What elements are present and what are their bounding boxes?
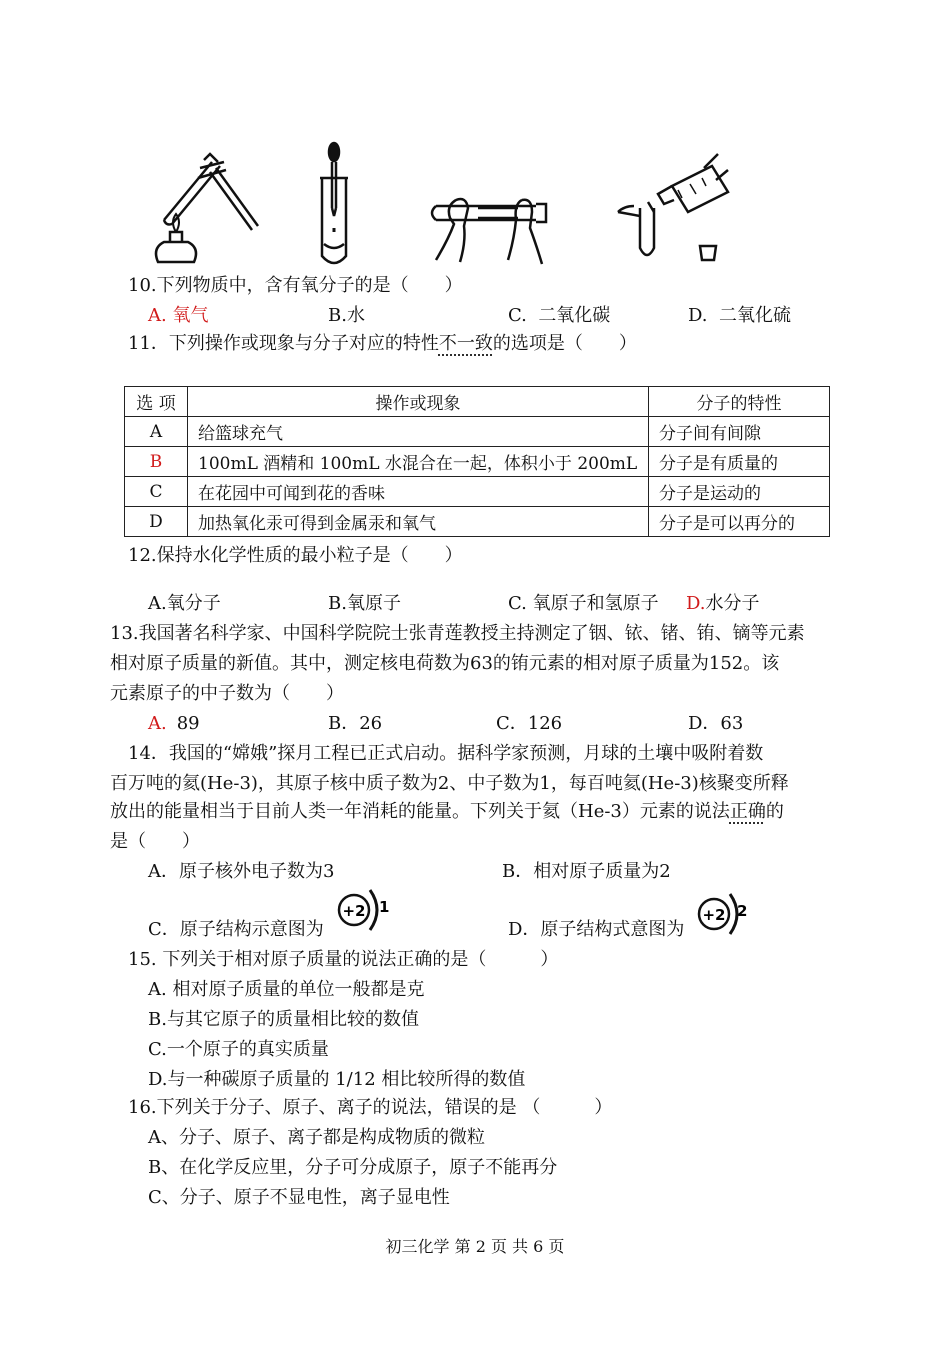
q14-line-3-end: 的 [765, 801, 784, 822]
q13-option-b[interactable]: B．26 [328, 713, 383, 734]
q10-option-c-label: C. [508, 305, 527, 326]
q12-option-d-text: 水分子 [705, 593, 760, 614]
q11-stem [128, 332, 637, 356]
q15-stem: 15. 下列关于相对原子质量的说法正确的是（ ） [128, 949, 559, 970]
q11-table-header [125, 387, 830, 417]
q12-option-d[interactable] [686, 592, 760, 616]
q11-row-option-answer: B [125, 447, 188, 477]
q16-option-b[interactable]: B、在化学反应里，分子可分成原子，原子不能再分 [148, 1157, 558, 1178]
q10-option-d[interactable] [688, 304, 791, 328]
q11-row-property: 分子是可以再分的 [649, 507, 830, 537]
page-footer: 初三化学 第 2 页 共 6 页 [385, 1237, 565, 1256]
q11-stem-text: 11．下列操作或现象与分子对应的特性 [128, 333, 439, 354]
q14-line-3-text: 放出的能量相当于目前人类一年消耗的能量。下列关于氦（He-3）元素的说法 [110, 801, 730, 822]
q13-line-1: 13.我国著名科学家、中国科学院院士张青莲教授主持测定了铟、铱、锗、铕、镝等元素 [110, 623, 805, 644]
q10-option-a[interactable] [148, 304, 208, 328]
q12-option-a[interactable]: A.氧分子 [148, 593, 221, 614]
atom-d-nucleus: +2 [702, 906, 726, 924]
q11-row-option: C [125, 477, 188, 507]
q12-option-c[interactable]: C. 氧原子和氢原子 [508, 593, 659, 614]
q14-line-2: 百万吨的氦(He-3)，其原子核中质子数为2、中子数为1，每百吨氦(He-3)核聚变所释 [110, 773, 789, 794]
q11-row-operation: 在花园中可闻到花的香味 [188, 477, 649, 507]
q10-option-d-label: D. [688, 305, 708, 326]
q10-option-b-text: 水 [346, 305, 365, 326]
q15-option-d[interactable]: D.与一种碳原子质量的 1/12 相比较所得的数值 [148, 1069, 526, 1090]
q13-option-a-text: 89 [176, 713, 200, 734]
q14-option-c[interactable]: C．原子结构示意图为 [148, 919, 324, 940]
q13-line-2: 相对原子质量的新值。其中，测定核电荷数为63的铕元素的相对原子质量为152。该 [110, 653, 780, 674]
q11-row-property: 分子是有质量的 [649, 447, 830, 477]
q13-option-a-label: A. [148, 713, 167, 734]
q10-option-a-text: 氧气 [172, 305, 209, 326]
q11-row-option: D [125, 507, 188, 537]
q15-option-a[interactable]: A. 相对原子质量的单位一般都是克 [148, 979, 425, 1000]
q10-option-a-label: A. [148, 305, 167, 326]
q14-line-4: 是（ ） [110, 831, 200, 852]
q12-option-b[interactable]: B.氧原子 [328, 593, 401, 614]
q11-row-operation: 加热氧化汞可得到金属汞和氧气 [188, 507, 649, 537]
q10-option-c-text: 二氧化碳 [538, 305, 611, 326]
hands-holding-tube-illustration [426, 186, 556, 268]
q10-option-b-label: B. [328, 305, 347, 326]
q12-option-d-label: D. [686, 593, 706, 614]
q15-option-c[interactable]: C.一个原子的真实质量 [148, 1039, 329, 1060]
q11-emphasis: 不一致 [438, 333, 493, 354]
q11-row-operation: 给篮球充气 [188, 417, 649, 447]
q11-row-option: A [125, 417, 188, 447]
q14-line-3 [110, 800, 784, 824]
q11-row-property: 分子间有间隙 [649, 417, 830, 447]
q16-stem: 16.下列关于分子、原子、离子的说法，错误的是 （ ） [128, 1097, 613, 1118]
q11-table [124, 386, 830, 537]
q13-option-c[interactable]: C．126 [496, 713, 563, 734]
q12-stem: 12.保持水化学性质的最小粒子是（ ） [128, 545, 463, 566]
q14-emphasis: 正确 [729, 801, 766, 822]
atom-c-nucleus: +2 [342, 902, 366, 920]
q10-option-d-text: 二氧化硫 [718, 305, 791, 326]
q14-option-a[interactable]: A．原子核外电子数为3 [148, 861, 335, 882]
atom-structure-diagram-c [332, 882, 392, 938]
q16-option-c[interactable]: C、分子、原子不显电性，离子显电性 [148, 1187, 450, 1208]
q14-option-d[interactable]: D．原子结构式意图为 [508, 919, 685, 940]
q14-line-1: 14．我国的“嫦娥”探月工程已正式启动。据科学家预测，月球的土壤中吸附着数 [128, 743, 764, 764]
q16-option-a[interactable]: A、分子、原子、离子都是构成物质的微粒 [148, 1127, 485, 1148]
q11-header-operation: 操作或现象 [188, 387, 649, 417]
q10-option-b[interactable] [328, 304, 365, 328]
q10-stem: 10.下列物质中，含有氧分子的是（ ） [128, 275, 463, 296]
q11-header-property: 分子的特性 [649, 387, 830, 417]
q11-stem-end: 的选项是（ ） [492, 333, 637, 354]
q11-header-option: 选 项 [125, 387, 188, 417]
table-row [125, 477, 830, 507]
q11-row-property: 分子是运动的 [649, 477, 830, 507]
q15-option-b[interactable]: B.与其它原子的质量相比较的数值 [148, 1009, 419, 1030]
q13-line-3: 元素原子的中子数为（ ） [110, 683, 344, 704]
q14-option-b[interactable]: B．相对原子质量为2 [502, 861, 671, 882]
table-row [125, 447, 830, 477]
q11-row-operation: 100mL 酒精和 100mL 水混合在一起，体积小于 200mL [188, 447, 649, 477]
pouring-reagent-illustration [612, 150, 732, 268]
atom-d-electrons: 2 [737, 902, 748, 920]
dropper-in-test-tube-illustration [314, 140, 354, 268]
atom-structure-diagram-d [692, 886, 752, 942]
q13-option-a[interactable] [148, 712, 200, 736]
atom-c-electrons: 1 [379, 898, 390, 916]
q13-option-d[interactable]: D．63 [688, 713, 744, 734]
heating-test-tube-illustration [140, 150, 260, 268]
table-row [125, 417, 830, 447]
q10-option-c[interactable] [508, 304, 610, 328]
table-row [125, 507, 830, 537]
